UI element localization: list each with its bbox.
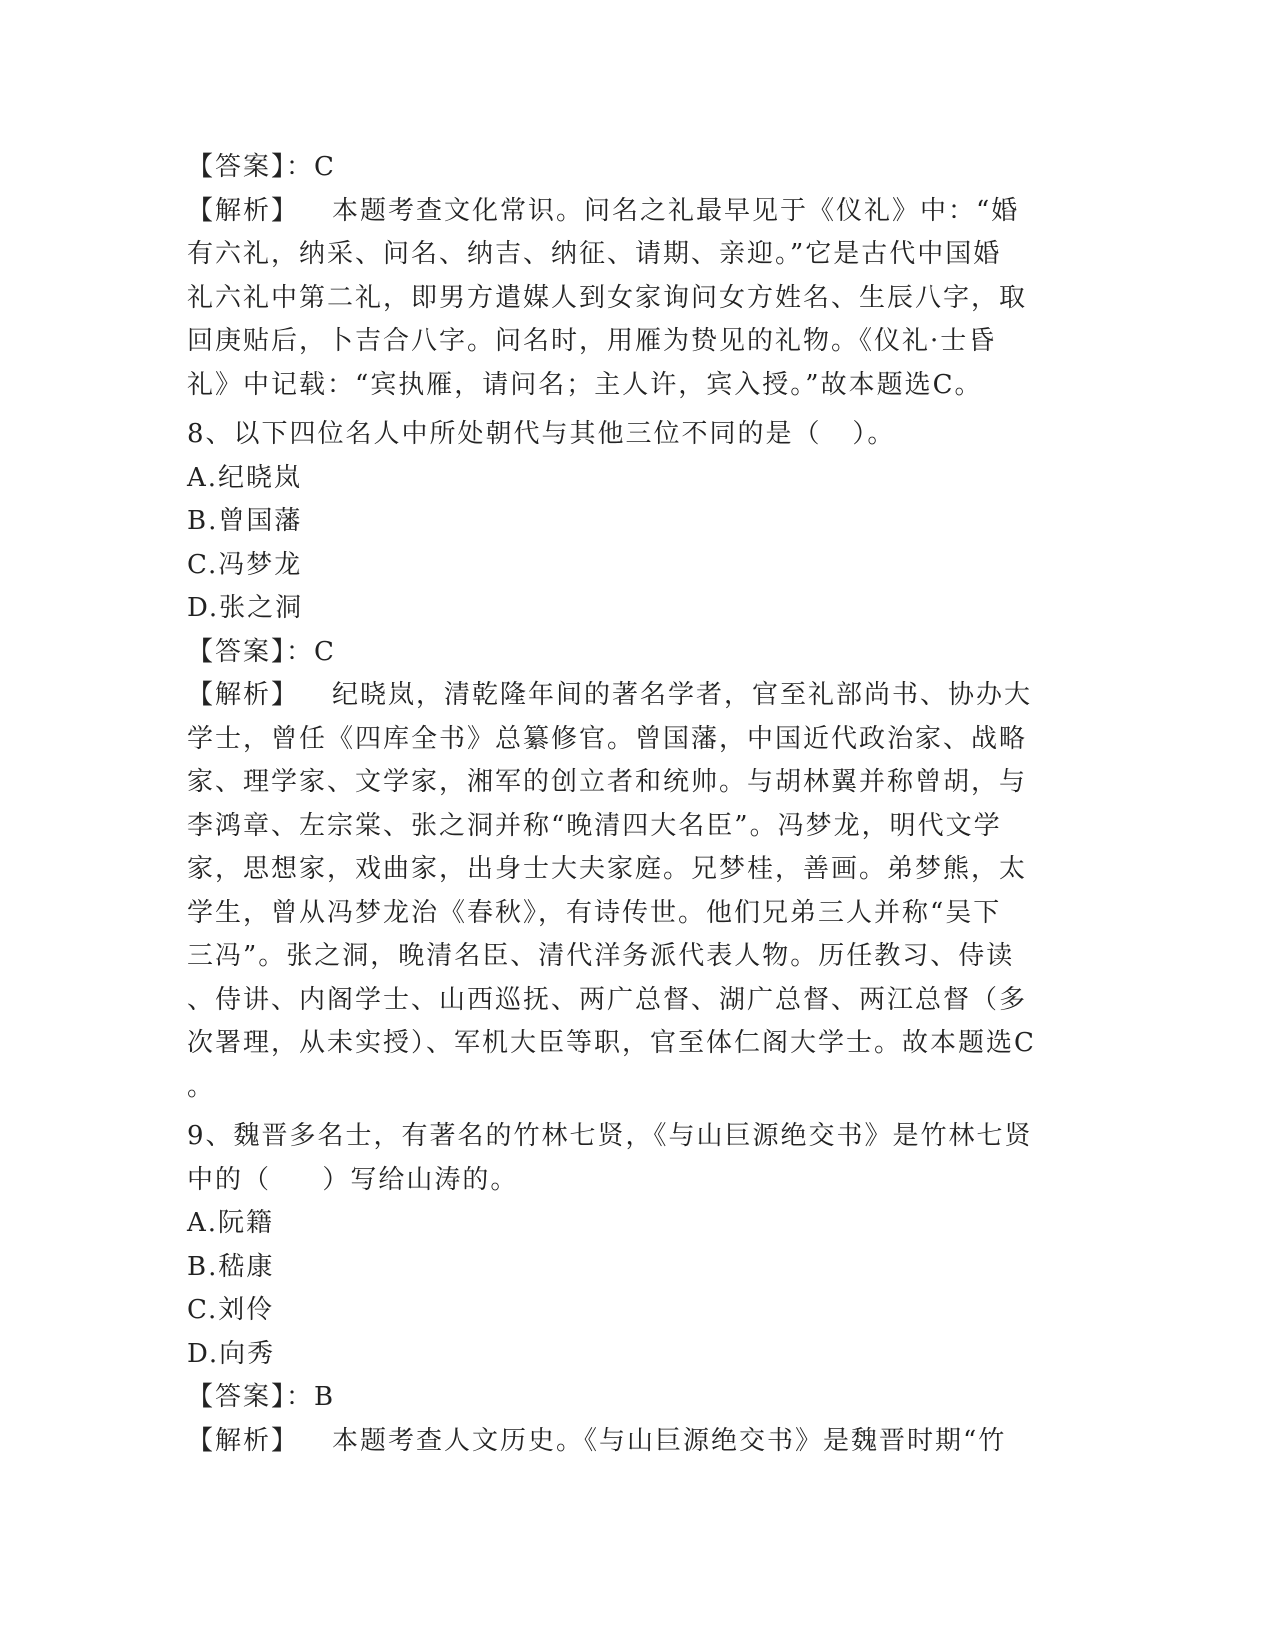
q9-analysis-text: 本题考查人文历史。《与山巨源绝交书》是魏晋时期“竹	[332, 1425, 1007, 1456]
q8-option-d: D.张之洞	[187, 593, 304, 623]
q9-option-c: C.刘伶	[187, 1295, 275, 1325]
q8-option-b: B.曾国藩	[187, 506, 303, 536]
q7-analysis-label: 【解析】	[187, 195, 300, 226]
q8-analysis-line: 。	[187, 1071, 216, 1102]
q8-stem: 8、以下四位名人中所处朝代与其他三位不同的是（ ）。	[187, 419, 896, 449]
q7-analysis-line	[187, 190, 1087, 234]
q7-analysis-line: 礼六礼中第二礼，即男方遣媒人到女家询问女方姓名、生辰八字，取	[187, 282, 1028, 313]
q8-analysis-line: 家，思想家，戏曲家，出身士大夫家庭。兄梦桂，善画。弟梦熊，太	[187, 854, 1028, 884]
q7-analysis-line: 回庚贴后，卜吉合八字。问名时，用雁为贽见的礼物。《仪礼·士昏	[187, 326, 997, 356]
q7-analysis-line: 有六礼，纳采、问名、纳吉、纳征、请期、亲迎。”它是古代中国婚	[187, 239, 1002, 269]
q8-analysis-line: 三冯”。张之洞，晚清名臣、清代洋务派代表人物。历任教习、侍读	[187, 941, 1015, 971]
q9-answer: 【答案】：B	[187, 1382, 336, 1412]
q9-analysis-line	[187, 1420, 1087, 1464]
q7-analysis-line: 礼》中记载：“宾执雁，请问名；主人许，宾入授。”故本题选C。	[187, 369, 983, 400]
q8-analysis-line	[187, 674, 1087, 718]
q8-analysis-text: 纪晓岚，清乾隆年间的著名学者，官至礼部尚书、协办大	[332, 680, 1033, 710]
q9-stem-line: 9、魏晋多名士，有著名的竹林七贤，《与山巨源绝交书》是竹林七贤	[187, 1121, 1033, 1151]
q8-analysis-line: 次署理，从未实授）、军机大臣等职，官至体仁阁大学士。故本题选C	[187, 1028, 1036, 1058]
q9-option-a: A.阮籍	[187, 1208, 275, 1238]
q7-answer: 【答案】：C	[187, 152, 336, 182]
q9-option-d: D.向秀	[187, 1338, 276, 1369]
q8-analysis-label: 【解析】	[187, 680, 300, 710]
q9-analysis-label: 【解析】	[187, 1425, 300, 1456]
q8-answer: 【答案】：C	[187, 636, 336, 667]
q8-analysis-line: 李鸿章、左宗棠、张之洞并称“晚清四大名臣”。冯梦龙，明代文学	[187, 810, 1002, 841]
q7-analysis-text: 本题考查文化常识。问名之礼最早见于《仪礼》中：“婚	[332, 195, 1020, 226]
q8-option-a: A.纪晓岚	[187, 462, 303, 493]
q8-analysis-line: 学士，曾任《四库全书》总纂修官。曾国藩，中国近代政治家、战略	[187, 723, 1028, 754]
q8-analysis-line: 家、理学家、文学家，湘军的创立者和统帅。与胡林翼并称曾胡，与	[187, 767, 1028, 797]
q8-option-c: C.冯梦龙	[187, 549, 303, 580]
q9-option-b: B.嵇康	[187, 1251, 275, 1282]
q8-analysis-line: 、侍讲、内阁学士、山西巡抚、两广总督、湖广总督、两江总督（多	[187, 984, 1028, 1015]
q9-stem-line: 中的（ ）写给山涛的。	[187, 1164, 519, 1195]
document-body	[187, 146, 1087, 1463]
q8-analysis-line: 学生，曾从冯梦龙治《春秋》，有诗传世。他们兄弟三人并称“吴下	[187, 897, 1002, 928]
